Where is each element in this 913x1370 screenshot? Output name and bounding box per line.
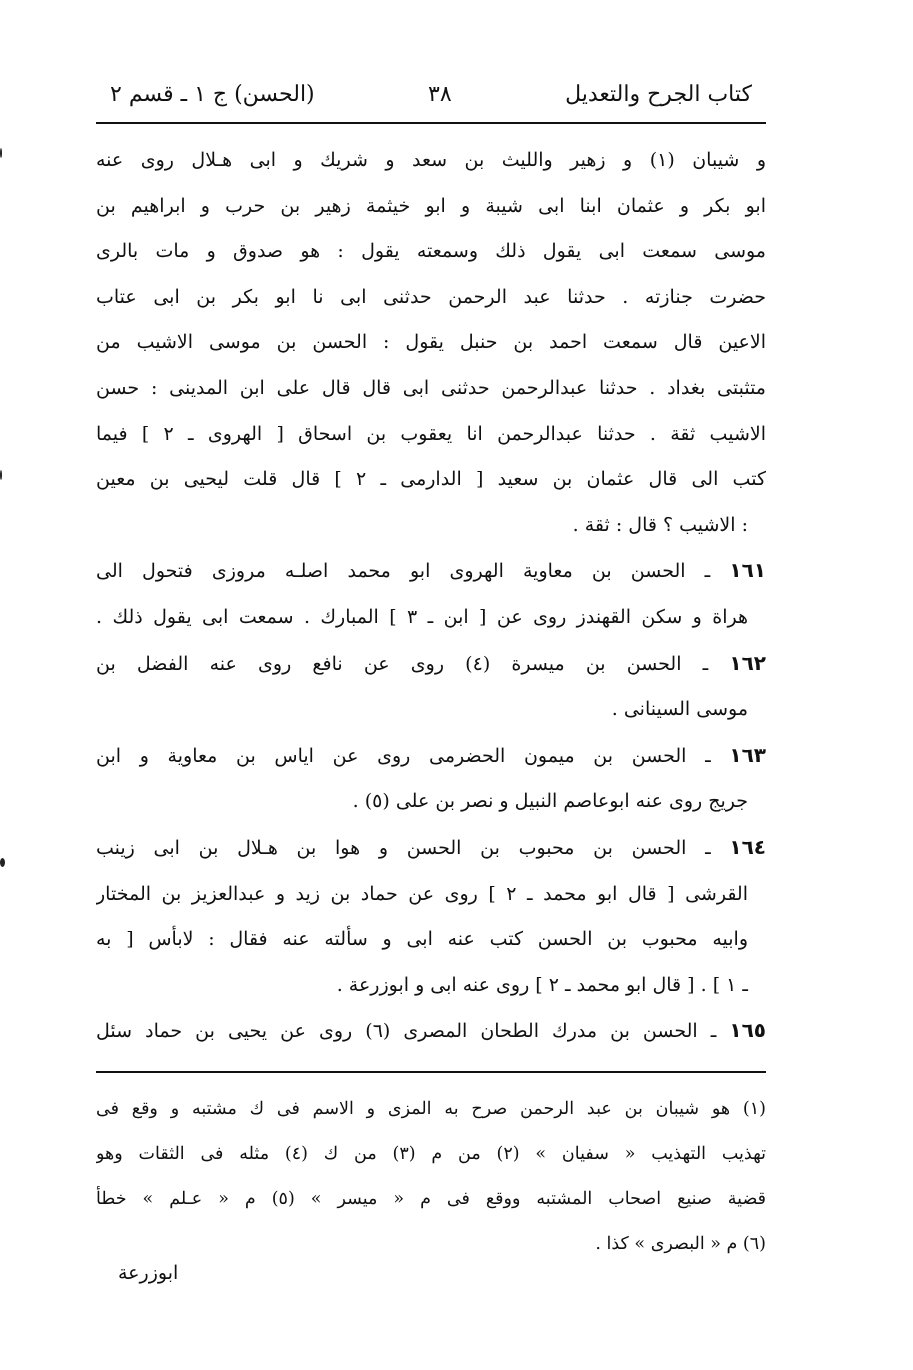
- entry-number: ١٦١: [729, 558, 766, 583]
- entry-163-line-2: جريج روى عنه ابوعاصم النبيل و نصر بن على (٥) .: [352, 790, 748, 813]
- footnotes: [96, 1087, 766, 1267]
- footnote-line: قضية صنيع اصحاب المشتبه ووقع فى م « ميسر » (٥) م « عـلم » خطأ: [96, 1188, 766, 1209]
- footnote-line: (١) هو شيبان بن عبد الرحمن صرح به المزى و الاسم فى ك مشتبه و وقع فى: [96, 1098, 766, 1119]
- entry-number: ١٦٤: [729, 834, 766, 859]
- text-line: الاعين قال سمعت احمد بن حنبل يقول : الحسن بن موسى الاشيب من: [96, 331, 766, 354]
- book-title: كتاب الجرح والتعديل: [565, 81, 752, 107]
- text-line: ابو بكر و عثمان ابنا ابى شيبة و ابو خيثمة زهير بن حرب و ابراهيم بن: [96, 194, 766, 217]
- text-line: : الاشيب ؟ قال : ثقة .: [572, 513, 748, 536]
- text-line: كتب الى قال عثمان بن سعيد [ الدارمى ـ ٢ ] قال قلت ليحيى بن معين: [96, 468, 766, 491]
- main-text: [96, 138, 766, 1055]
- entry-164-line-2: القرشى [ قال ابو محمد ـ ٢ ] روى عن حماد بن زيد و عبدالعزيز بن المختار: [96, 882, 748, 905]
- scan-mark: [0, 148, 2, 158]
- entry-161-line-1: ١٦١ ـ الحسن بن معاوية الهروى ابو محمد اصلـه مروزى فتحول الى: [96, 558, 766, 583]
- catchword: ابوزرعة: [118, 1262, 179, 1284]
- footnote-line: (٦) م « البصرى » كذا .: [595, 1233, 766, 1254]
- entry-161-line-2: هراة و سكن القهندز روى عن [ ابن ـ ٣ ] المبارك . سمعت ابى يقول ذلك .: [96, 605, 748, 628]
- entry-number: ١٦٣: [729, 742, 766, 767]
- page: [96, 70, 766, 1267]
- header-rule: [96, 122, 766, 124]
- entry-164-line-3: وابيه محبوب بن الحسن كتب عنه ابى و سألته عنه فقال : لابأس [ به: [96, 928, 749, 951]
- entry-164-line-1: ١٦٤ ـ الحسن بن محبوب بن الحسن و هوا بن هـلال بن ابى زينب: [96, 834, 766, 859]
- entry-162-line-2: موسى السينانى .: [611, 698, 748, 721]
- running-header: [96, 70, 766, 118]
- entry-number: ١٦٥: [729, 1018, 766, 1043]
- scan-mark: [0, 470, 2, 480]
- footnote-rule: [96, 1071, 766, 1073]
- text-line: موسى سمعت ابى يقول ذلك وسمعته يقول : هو صدوق و مات بالرى: [96, 240, 766, 263]
- footnote-line: تهذيب التهذيب « سفيان » (٢) من م (٣) من ك (٤) مثله فى الثقات وهو: [96, 1143, 766, 1164]
- entry-165-line-1: ١٦٥ ـ الحسن بن مدرك الطحان المصرى (٦) روى عن يحيى بن حماد سئل: [96, 1018, 766, 1043]
- entry-number: ١٦٢: [729, 650, 766, 675]
- text-line: متثبتى بغداد . حدثنا عبدالرحمن حدثنى ابى قال قال على ابن المدينى : حسن: [96, 376, 766, 399]
- entry-163-line-1: ١٦٣ ـ الحسن بن ميمون الحضرمى روى عن اياس بن معاوية و ابن: [96, 742, 766, 767]
- text-line: حضرت جنازته . حدثنا عبد الرحمن حدثنى ابى نا ابو بكر بن ابى عتاب: [96, 285, 766, 308]
- text-line: و شيبان (١) و زهير والليث بن سعد و شريك و ابى هـلال روى عنه: [96, 149, 766, 171]
- entry-162-line-1: ١٦٢ ـ الحسن بن ميسرة (٤) روى عن نافع روى عنه الفضل بن: [96, 650, 766, 675]
- scan-mark: [0, 858, 5, 867]
- page-number: ٣٨: [428, 81, 452, 107]
- entry-164-line-4: ـ ١ ] . [ قال ابو محمد ـ ٢ ] روى عنه ابى و ابوزرعة .: [336, 973, 748, 996]
- text-line: الاشيب ثقة . حدثنا عبدالرحمن انا يعقوب بن اسحاق [ الهروى ـ ٢ ] فيما: [96, 422, 766, 445]
- section-label: (الحسن) ج ١ ـ قسم ٢: [110, 81, 315, 107]
